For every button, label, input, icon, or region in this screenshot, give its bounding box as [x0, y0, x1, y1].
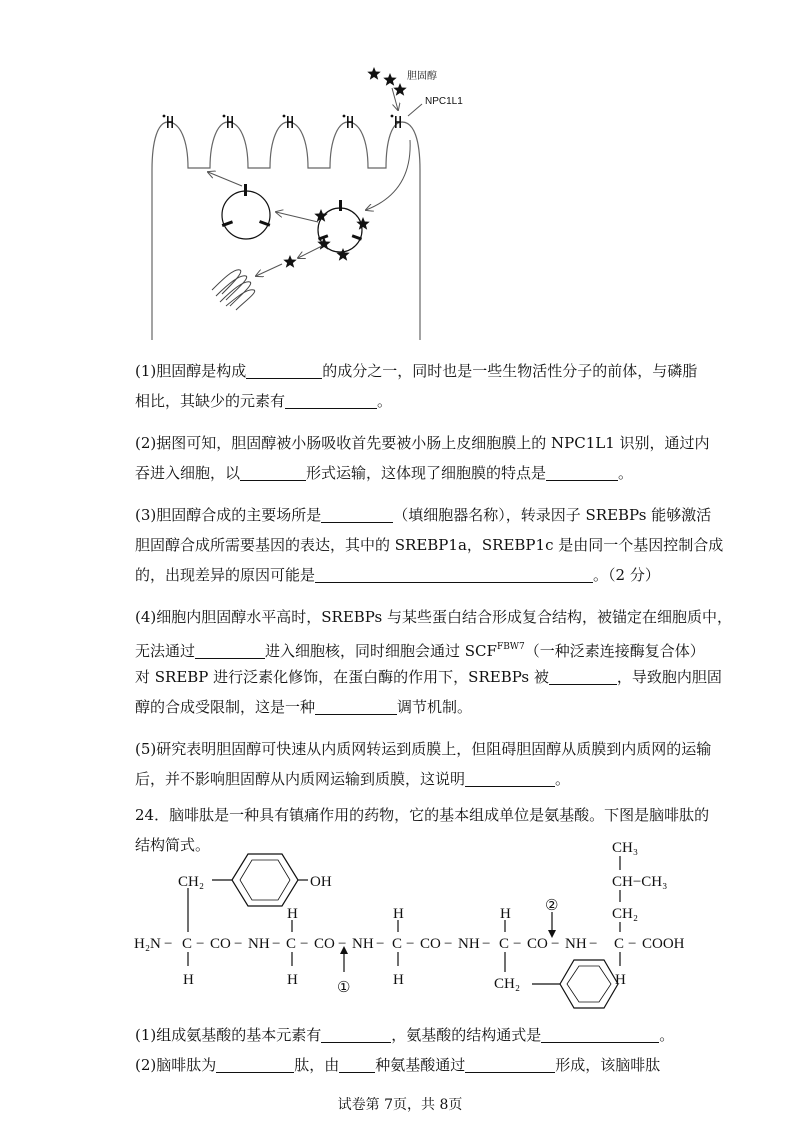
q4-line4: 醇的合成受限制，这是一种 调节机制。: [135, 698, 473, 716]
q24-sub1: (1)组成氨基酸的基本元素有 ，氨基酸的结构通式是 。: [135, 1026, 675, 1044]
svg-text:−: −: [196, 936, 205, 952]
label-oh: OH: [310, 874, 332, 890]
label-h: H: [287, 906, 298, 922]
label-ch-ch3: CH−CH₃: [612, 874, 668, 890]
q1-line1: (1)胆固醇是构成 的成分之一，同时也是一些生物活性分子的前体，与磷脂: [135, 362, 698, 380]
label-ch2: CH₂: [612, 906, 639, 922]
svg-text:H₂N: H₂N: [134, 936, 161, 952]
svg-text:C: C: [614, 936, 625, 952]
svg-text:COOH: COOH: [642, 936, 685, 952]
label-h: H: [615, 972, 626, 988]
label-h: H: [500, 906, 511, 922]
svg-text:−: −: [628, 936, 637, 952]
marker-1: ①: [337, 980, 351, 996]
answer-blank[interactable]: [541, 1024, 659, 1043]
svg-text:−: −: [338, 936, 347, 952]
page-footer: 试卷第 7页，共 8页: [337, 1097, 463, 1113]
svg-text:−: −: [376, 936, 385, 952]
svg-text:−: −: [513, 936, 522, 952]
svg-text:NH: NH: [248, 936, 270, 952]
svg-text:−: −: [164, 936, 173, 952]
question-block-24: [135, 1020, 675, 1080]
svg-text:−: −: [234, 936, 243, 952]
q3-line2: 胆固醇合成所需要基因的表达，其中的 SREBP1a，SREBP1c 是由同一个基因控制合成: [135, 536, 724, 554]
svg-text:C: C: [499, 936, 510, 952]
q24-line1: 24．脑啡肽是一种具有镇痛作用的药物，它的基本组成单位是氨基酸。下图是脑啡肽的: [135, 806, 710, 824]
answer-blank[interactable]: [465, 1054, 555, 1073]
svg-text:C: C: [392, 936, 403, 952]
svg-text:−: −: [406, 936, 415, 952]
svg-text:−: −: [589, 936, 598, 952]
answer-blank[interactable]: [339, 1054, 375, 1073]
svg-text:−: −: [482, 936, 491, 952]
svg-text:CO: CO: [210, 936, 231, 952]
q24-line2: 结构简式。: [135, 836, 211, 854]
svg-text:NH: NH: [352, 936, 374, 952]
label-h: H: [393, 972, 404, 988]
q3-line3: 的，出现差异的原因可能是 。（2 分）: [135, 566, 660, 584]
q24-sub2: (2)脑啡肽为 肽，由 种氨基酸通过 形成，该脑啡肽: [135, 1056, 661, 1074]
label-h: H: [393, 906, 404, 922]
peptide-backbone: [134, 936, 685, 952]
marker-2: ②: [545, 898, 559, 914]
label-ch2: CH₂: [178, 874, 205, 890]
label-npc1l1: NPC1L1: [425, 96, 463, 107]
label-h: H: [287, 972, 298, 988]
svg-text:NH: NH: [458, 936, 480, 952]
svg-text:−: −: [444, 936, 453, 952]
q5-line2: 后，并不影响胆固醇从内质网运输到质膜，这说明 。: [135, 770, 571, 788]
svg-text:−: −: [551, 936, 560, 952]
svg-text:C: C: [286, 936, 297, 952]
label-ch2: CH₂: [494, 976, 521, 992]
q4-line3: 对 SREBP 进行泛素化修饰，在蛋白酶的作用下，SREBPs 被 ，导致胞内胆固: [135, 668, 722, 686]
svg-text:−: −: [272, 936, 281, 952]
label-ch3: CH₃: [612, 840, 639, 856]
label-h: H: [183, 972, 194, 988]
svg-text:−: −: [300, 936, 309, 952]
q5-line1: (5)研究表明胆固醇可快速从内质网转运到质膜上，但阻碍胆固醇从质膜到内质网的运输: [135, 740, 712, 758]
svg-text:NH: NH: [565, 936, 587, 952]
q3-line1: (3)胆固醇合成的主要场所是 （填细胞器名称），转录因子 SREBPs 能够激活: [135, 506, 712, 524]
svg-text:C: C: [182, 936, 193, 952]
svg-text:CO: CO: [314, 936, 335, 952]
svg-text:CO: CO: [527, 936, 548, 952]
q2-line2: 吞进入细胞，以 形式运输，这体现了细胞膜的特点是 。: [135, 464, 634, 482]
answer-blank[interactable]: [216, 1054, 294, 1073]
answer-blank[interactable]: [321, 1024, 391, 1043]
q1-line2: 相比，其缺少的元素有 。: [135, 392, 393, 410]
q2-line1: (2)据图可知，胆固醇被小肠吸收首先要被小肠上皮细胞膜上的 NPC1L1 识别，通过内: [135, 434, 710, 452]
label-cholesterol: 胆固醇: [407, 71, 437, 82]
q4-line1: (4)细胞内胆固醇水平高时，SREBPs 与某些蛋白结合形成复合结构，被锚定在细胞质中，: [135, 608, 732, 626]
q4-line2: 无法通过 进入细胞核，同时细胞会通过 $SCF^{FBW7}$（一种泛素连接酶复合体）: [135, 642, 705, 660]
svg-text:CO: CO: [420, 936, 441, 952]
